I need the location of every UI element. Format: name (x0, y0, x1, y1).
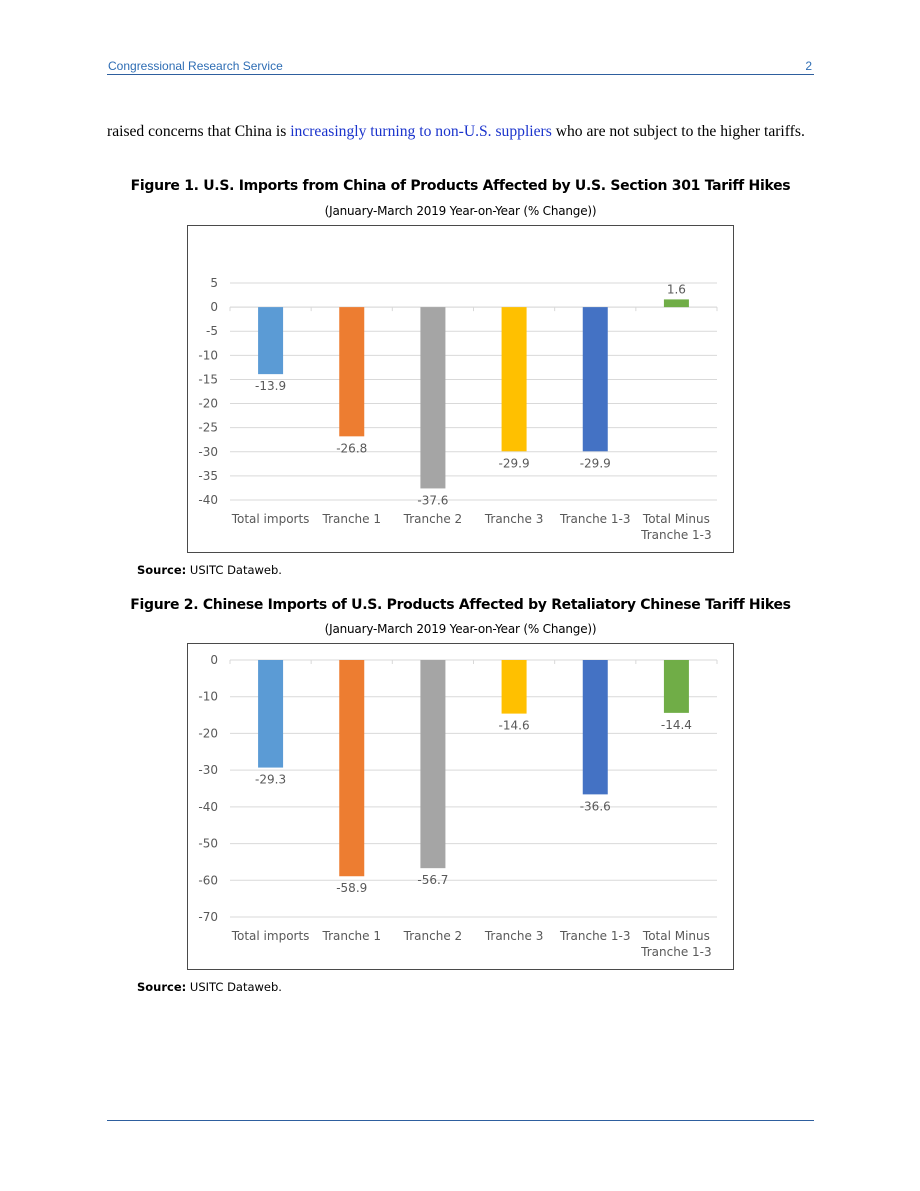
figure-1-source (137, 563, 282, 577)
category-label: Tranche 1 (322, 512, 381, 526)
category-label: Tranche 1-3 (560, 512, 631, 526)
y-tick-label: -40 (198, 493, 218, 507)
data-label: -29.3 (255, 772, 287, 787)
y-tick-label: -20 (198, 396, 218, 411)
data-label: -56.7 (417, 873, 449, 888)
category-label: Tranche 3 (484, 929, 544, 943)
data-label: -29.9 (579, 456, 611, 471)
category-label: Tranche 3 (484, 512, 544, 526)
category-label: Tranche 1-3 (641, 945, 712, 959)
y-tick-label: -70 (198, 910, 218, 924)
category-label: Total imports (231, 929, 310, 943)
data-label: -29.9 (498, 456, 530, 471)
category-label: Tranche 1 (322, 929, 381, 943)
bar (502, 660, 527, 714)
category-label: Tranche 2 (403, 512, 463, 526)
data-label: -36.6 (579, 799, 611, 814)
figure-1-source-label: Source: (137, 563, 187, 577)
figure-2-plot (188, 644, 733, 969)
y-tick-label: -25 (198, 420, 218, 435)
figure-2-subtitle: (January-March 2019 Year-on-Year (% Change)) (324, 622, 597, 636)
figure-2-source-label: Source: (137, 980, 187, 994)
figure-2-source (137, 980, 282, 994)
figure-1-plot (188, 226, 733, 552)
y-tick-label: -60 (198, 873, 218, 888)
body-paragraph (107, 121, 807, 142)
bar (502, 307, 527, 451)
category-label: Tranche 1-3 (560, 929, 631, 943)
page-number: 2 (805, 59, 812, 73)
figure-1-chart (187, 225, 734, 553)
bar (420, 307, 445, 488)
figure-2-title: Figure 2. Chinese Imports of U.S. Products Affected by Retaliatory Chinese Tariff Hikes (130, 597, 791, 613)
figure-2-chart (187, 643, 734, 970)
page-header (107, 58, 814, 75)
bar (583, 307, 608, 451)
data-label: -37.6 (417, 493, 449, 508)
bar (339, 660, 364, 876)
bar (664, 299, 689, 307)
bar (583, 660, 608, 794)
y-tick-label: 0 (210, 653, 218, 667)
data-label: 1.6 (666, 282, 686, 297)
header-org: Congressional Research Service (108, 59, 283, 73)
bar (258, 307, 283, 374)
y-tick-label: -40 (198, 799, 218, 814)
y-tick-label: -10 (198, 348, 218, 363)
data-label: -14.6 (498, 718, 530, 733)
y-tick-label: -15 (198, 372, 218, 387)
footer-rule (107, 1120, 814, 1121)
y-tick-label: 0 (210, 300, 218, 315)
category-label: Tranche 2 (403, 929, 463, 943)
y-tick-label: -20 (198, 726, 218, 741)
data-label: -58.9 (336, 881, 368, 896)
category-label: Tranche 1-3 (641, 528, 712, 542)
body-text-end: who are not subject to the higher tariffs. (551, 123, 805, 140)
suppliers-link[interactable]: increasingly turning to non-U.S. suppliers (290, 123, 552, 140)
category-label: Total imports (231, 512, 310, 526)
data-label: -14.4 (660, 717, 692, 732)
y-tick-label: 5 (210, 276, 218, 290)
category-label: Total Minus (642, 512, 710, 526)
y-tick-label: -35 (198, 468, 218, 483)
data-label: -13.9 (255, 379, 287, 394)
bar (258, 660, 283, 768)
y-tick-label: -50 (198, 836, 218, 851)
body-text-start: raised concerns that China is (107, 123, 291, 140)
y-tick-label: -5 (206, 324, 218, 339)
data-label: -26.8 (336, 441, 368, 456)
category-label: Total Minus (642, 929, 710, 943)
figure-1-subtitle: (January-March 2019 Year-on-Year (% Change)) (324, 204, 597, 218)
figure-2-source-text: USITC Dataweb. (186, 980, 282, 994)
y-tick-label: -10 (198, 689, 218, 704)
bar (339, 307, 364, 436)
bar (664, 660, 689, 713)
y-tick-label: -30 (198, 763, 218, 778)
figure-1-title: Figure 1. U.S. Imports from China of Products Affected by U.S. Section 301 Tariff Hikes (130, 178, 791, 194)
figure-1-source-text: USITC Dataweb. (186, 563, 282, 577)
y-tick-label: -30 (198, 444, 218, 459)
bar (420, 660, 445, 868)
